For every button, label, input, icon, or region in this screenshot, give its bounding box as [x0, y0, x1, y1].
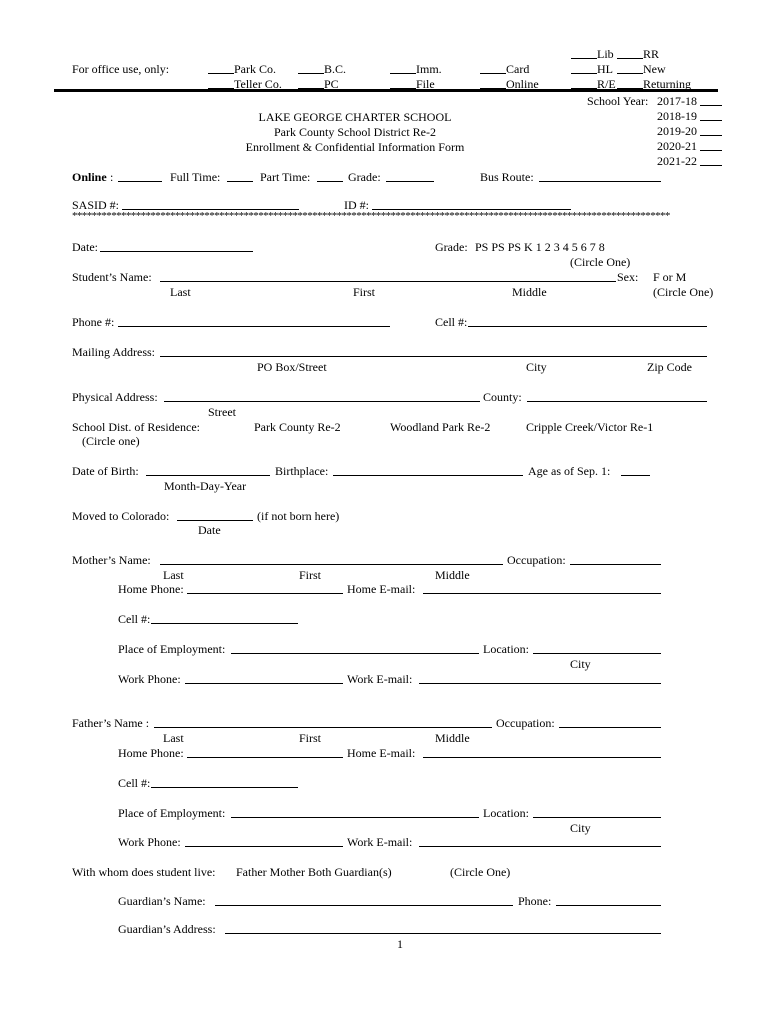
page-number: 1 [397, 937, 403, 951]
father-middle-sub: Middle [435, 731, 470, 745]
district-residence-label: School Dist. of Residence: [72, 420, 200, 434]
age-field[interactable] [621, 475, 650, 476]
mother-employment-label: Place of Employment: [118, 642, 226, 656]
mother-home-email-label: Home E-mail: [347, 582, 416, 596]
father-cell-label: Cell #: [118, 776, 151, 790]
student-middle-sub: Middle [512, 285, 547, 299]
mother-occupation-field[interactable] [570, 564, 661, 565]
school-year-2017-blank[interactable] [700, 105, 722, 106]
father-location-label: Location: [483, 806, 529, 820]
sex-options[interactable]: F or M [653, 270, 687, 284]
file-label: File [416, 77, 435, 91]
school-year-2018: 2018-19 [657, 109, 697, 123]
form-title: Enrollment & Confidential Information Form [245, 140, 465, 154]
guardian-address-field[interactable] [225, 933, 661, 934]
mailing-address-label: Mailing Address: [72, 345, 155, 359]
mother-name-label: Mother’s Name: [72, 553, 151, 567]
hl-blank[interactable] [571, 73, 597, 74]
mother-cell-field[interactable] [151, 623, 298, 624]
mother-first-sub: First [299, 568, 322, 582]
street-sub: Street [208, 405, 236, 419]
school-year-label: School Year: [587, 94, 649, 108]
separator-stars: ************************************************************************************************************************** [72, 210, 670, 222]
mother-work-phone-field[interactable] [185, 683, 343, 684]
father-cell-field[interactable] [151, 787, 298, 788]
mother-cell-label: Cell #: [118, 612, 151, 626]
mother-location-label: Location: [483, 642, 529, 656]
bus-route-label: Bus Route: [480, 170, 534, 184]
moved-date-sub: Date [198, 523, 221, 537]
birthplace-label: Birthplace: [275, 464, 329, 478]
school-year-2019-blank[interactable] [700, 135, 722, 136]
grade-options-label: Grade: [435, 240, 468, 254]
physical-address-label: Physical Address: [72, 390, 158, 404]
phone-field[interactable] [118, 326, 390, 327]
school-year-2017: 2017-18 [657, 94, 697, 108]
grade-options[interactable]: PS PS PS K 1 2 3 4 5 6 7 8 [475, 240, 605, 254]
bc-blank[interactable] [298, 73, 324, 74]
park-co-label: Park Co. [234, 62, 276, 76]
father-occupation-label: Occupation: [496, 716, 555, 730]
school-year-2018-blank[interactable] [700, 120, 722, 121]
bus-route-field[interactable] [539, 181, 661, 182]
county-field[interactable] [527, 401, 707, 402]
father-name-label: Father’s Name : [72, 716, 150, 730]
grade-field[interactable] [386, 181, 434, 182]
card-label: Card [506, 62, 530, 76]
district-park-county[interactable]: Park County Re-2 [254, 420, 341, 434]
father-first-sub: First [299, 731, 322, 745]
rr-blank[interactable] [617, 58, 643, 59]
returning-label: Returning [643, 77, 691, 91]
grade-circle-one: (Circle One) [570, 255, 631, 269]
student-first-sub: First [353, 285, 376, 299]
phone-label: Phone #: [72, 315, 115, 329]
pc-label: PC [324, 77, 339, 91]
lib-blank[interactable] [571, 58, 597, 59]
id-label: ID #: [344, 198, 369, 212]
park-co-blank[interactable] [208, 73, 234, 74]
school-year-2021: 2021-22 [657, 154, 697, 168]
mailing-city-sub: City [526, 360, 547, 374]
guardian-name-field[interactable] [215, 905, 513, 906]
mother-work-phone-label: Work Phone: [118, 672, 181, 686]
mother-home-phone-field[interactable] [187, 593, 343, 594]
full-time-field[interactable] [227, 181, 253, 182]
card-blank[interactable] [480, 73, 506, 74]
school-year-2020: 2020-21 [657, 139, 697, 153]
birthplace-field[interactable] [333, 475, 523, 476]
lives-with-label: With whom does student live: [72, 865, 216, 879]
mother-middle-sub: Middle [435, 568, 470, 582]
district-name: Park County School District Re-2 [274, 125, 436, 139]
district-circle-one: (Circle one) [82, 434, 140, 448]
age-label: Age as of Sep. 1: [528, 464, 611, 478]
guardian-address-label: Guardian’s Address: [118, 922, 216, 936]
sex-label: Sex: [617, 270, 639, 284]
student-name-field[interactable] [160, 281, 616, 282]
father-employment-label: Place of Employment: [118, 806, 226, 820]
school-year-2020-blank[interactable] [700, 150, 722, 151]
mailing-address-field[interactable] [160, 356, 707, 357]
header-rule [54, 89, 718, 92]
mother-work-email-field[interactable] [419, 683, 661, 684]
mother-location-field[interactable] [533, 653, 661, 654]
school-year-2021-blank[interactable] [700, 165, 722, 166]
re-label: R/E [597, 77, 616, 91]
father-occupation-field[interactable] [559, 727, 661, 728]
moved-colorado-label: Moved to Colorado: [72, 509, 170, 523]
guardian-phone-label: Phone: [518, 894, 552, 908]
dob-label: Date of Birth: [72, 464, 139, 478]
father-work-email-field[interactable] [419, 846, 661, 847]
county-label: County: [483, 390, 522, 404]
zip-code-sub: Zip Code [647, 360, 692, 374]
online-label: Online [72, 170, 107, 184]
date-label: Date: [72, 240, 98, 254]
father-home-phone-label: Home Phone: [118, 746, 184, 760]
father-work-email-label: Work E-mail: [347, 835, 413, 849]
mother-last-sub: Last [163, 568, 184, 582]
father-home-email-field[interactable] [423, 757, 661, 758]
father-work-phone-field[interactable] [185, 846, 343, 847]
sasid-label: SASID #: [72, 198, 120, 212]
mother-employment-field[interactable] [231, 653, 479, 654]
father-location-field[interactable] [533, 817, 661, 818]
lives-with-options[interactable]: Father Mother Both Guardian(s) [236, 865, 392, 879]
father-home-phone-field[interactable] [187, 757, 343, 758]
lib-label: Lib [597, 47, 614, 61]
mother-occupation-label: Occupation: [507, 553, 566, 567]
father-name-field[interactable] [154, 727, 492, 728]
mother-home-phone-label: Home Phone: [118, 582, 184, 596]
imm-blank[interactable] [390, 73, 416, 74]
guardian-name-label: Guardian’s Name: [118, 894, 206, 908]
father-city-sub: City [570, 821, 591, 835]
online-field[interactable] [118, 181, 162, 182]
physical-address-field[interactable] [164, 401, 480, 402]
dob-field[interactable] [146, 475, 270, 476]
school-name: LAKE GEORGE CHARTER SCHOOL [258, 110, 452, 124]
date-field[interactable] [100, 251, 253, 252]
new-label: New [643, 62, 666, 76]
new-blank[interactable] [617, 73, 643, 74]
lives-with-circle-one: (Circle One) [450, 865, 511, 879]
student-name-label: Student’s Name: [72, 270, 152, 284]
father-work-phone-label: Work Phone: [118, 835, 181, 849]
po-box-sub: PO Box/Street [257, 360, 327, 374]
district-cripple-creek[interactable]: Cripple Creek/Victor Re-1 [526, 420, 654, 434]
father-last-sub: Last [163, 731, 184, 745]
student-cell-field[interactable] [468, 326, 707, 327]
part-time-field[interactable] [317, 181, 343, 182]
full-time-label: Full Time: [170, 170, 221, 184]
school-year-2019: 2019-20 [657, 124, 697, 138]
father-home-email-label: Home E-mail: [347, 746, 416, 760]
online-office-label: Online [506, 77, 539, 91]
mother-work-email-label: Work E-mail: [347, 672, 413, 686]
sex-circle-one: (Circle One) [653, 285, 714, 299]
teller-co-label: Teller Co. [234, 77, 282, 91]
imm-label: Imm. [416, 62, 442, 76]
mother-city-sub: City [570, 657, 591, 671]
part-time-label: Part Time: [260, 170, 311, 184]
bc-label: B.C. [324, 62, 347, 76]
rr-label: RR [643, 47, 660, 61]
mdy-sub: Month-Day-Year [164, 479, 247, 493]
district-woodland-park[interactable]: Woodland Park Re-2 [390, 420, 491, 434]
hl-label: HL [597, 62, 613, 76]
not-born-note: (if not born here) [257, 509, 340, 523]
father-employment-field[interactable] [231, 817, 479, 818]
mother-name-field[interactable] [160, 564, 503, 565]
student-last-sub: Last [170, 285, 191, 299]
mother-home-email-field[interactable] [423, 593, 661, 594]
student-cell-label: Cell #: [435, 315, 468, 329]
grade-label: Grade: [348, 170, 381, 184]
office-use-label: For office use, only: [72, 62, 170, 76]
moved-colorado-field[interactable] [177, 520, 253, 521]
guardian-phone-field[interactable] [556, 905, 661, 906]
